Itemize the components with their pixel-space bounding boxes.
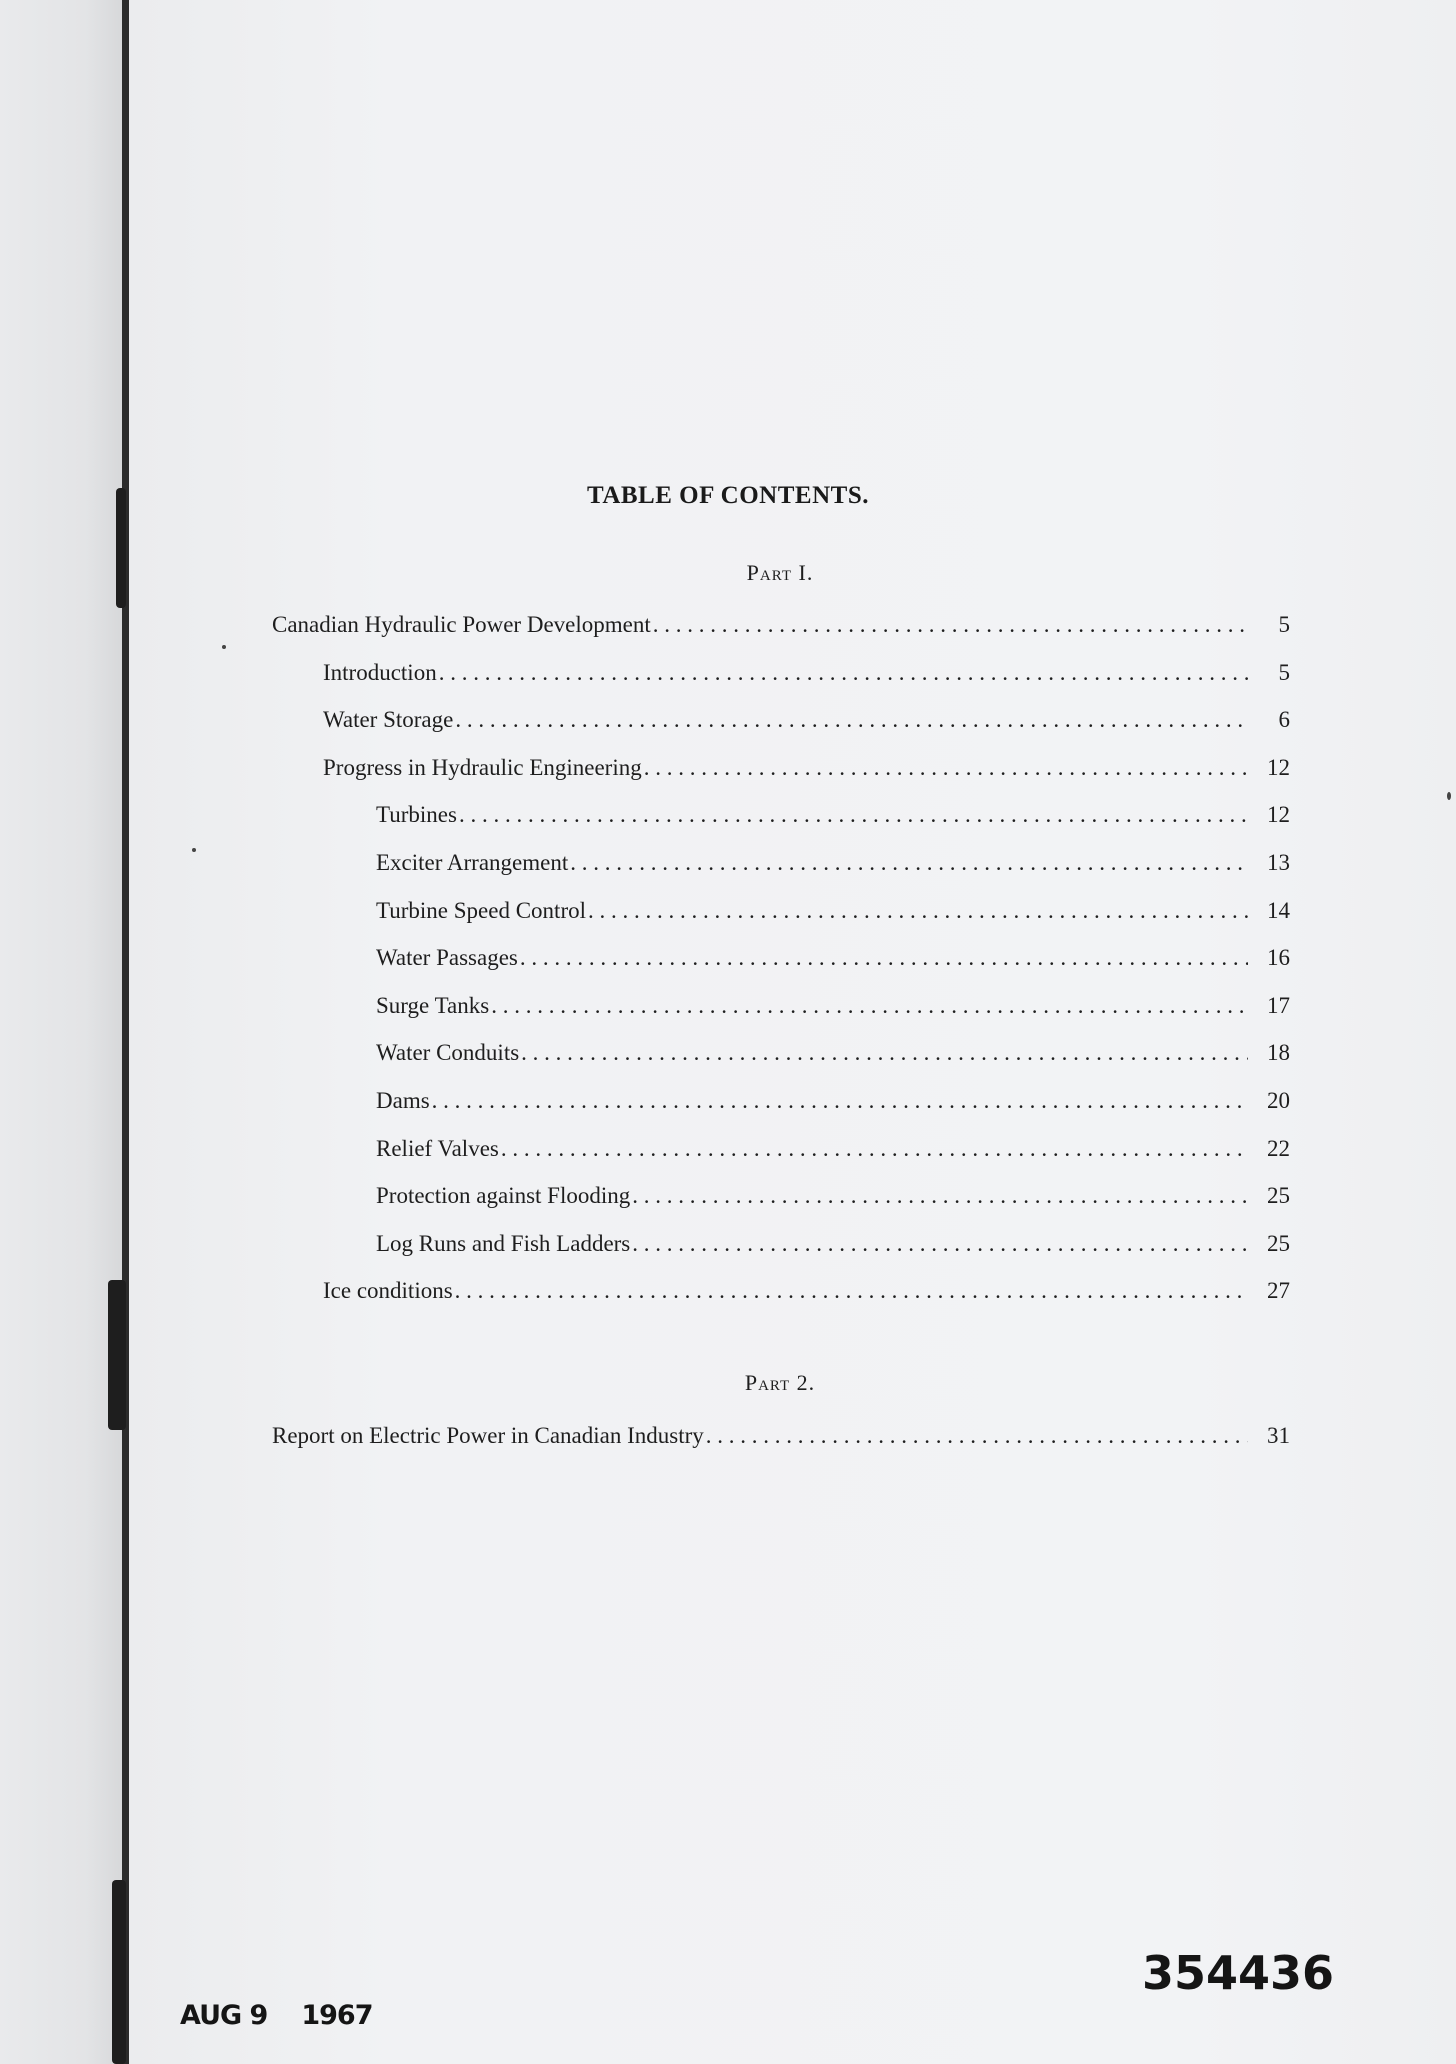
toc-entry-page: 12 [1267, 802, 1290, 828]
toc-entry-label: Water Conduits [376, 1040, 520, 1066]
toc-entry-label: Water Passages [376, 945, 518, 971]
toc-entry-page: 17 [1267, 992, 1290, 1018]
toc-entry-label: Exciter Arrangement [376, 850, 569, 875]
dot-leader [632, 1231, 1248, 1257]
dot-leader [501, 1136, 1248, 1162]
dot-leader [439, 660, 1248, 686]
toc-entry-page: 6 [1278, 707, 1290, 733]
toc-entry-page: 25 [1267, 1183, 1290, 1209]
toc-entry-label: Canadian Hydraulic Power Development [272, 612, 651, 637]
toc-entry-label: Turbine Speed Control [376, 897, 586, 923]
toc-entry [376, 850, 1290, 876]
binding-line [122, 0, 129, 2064]
toc-entry-page: 31 [1267, 1423, 1290, 1448]
toc-entry [376, 802, 1290, 828]
binding-blot-middle [108, 1280, 126, 1430]
date-stamp-year: 1967 [301, 2000, 373, 2031]
dot-leader [455, 707, 1248, 733]
toc-entry-label: Log Runs and Fish Ladders [376, 1230, 631, 1256]
toc-entry-page: 14 [1267, 897, 1290, 923]
dot-leader [706, 1423, 1248, 1449]
toc-entry [376, 1183, 1290, 1209]
dot-leader [588, 898, 1248, 924]
toc-entry-label: Report on Electric Power in Canadian Industry [272, 1423, 704, 1448]
toc-entry-label: Surge Tanks [376, 992, 490, 1018]
toc-entry [323, 707, 1290, 733]
toc-entry [376, 1231, 1290, 1257]
toc-entry-page: 20 [1267, 1088, 1290, 1113]
document-page [128, 0, 1456, 2064]
toc-entry-label: Water Storage [323, 707, 454, 733]
dot-leader [491, 993, 1248, 1019]
toc-entry-page: 5 [1278, 659, 1290, 685]
toc-entry [323, 755, 1290, 781]
toc-entry [376, 993, 1290, 1019]
toc-entry-page: 13 [1267, 850, 1290, 875]
speck [192, 848, 196, 852]
accession-number-stamp: 354436 [1142, 1946, 1335, 2000]
toc-entry-page: 27 [1267, 1278, 1290, 1304]
binding-margin [0, 0, 122, 2064]
toc-entry-page: 5 [1278, 612, 1290, 637]
toc-entry-label: Ice conditions [323, 1278, 453, 1304]
toc-entry-page: 16 [1267, 945, 1290, 971]
toc-entry [376, 1136, 1290, 1162]
toc-entry-label: Dams [376, 1088, 430, 1113]
toc-entry [272, 1423, 1290, 1449]
toc-entry [376, 1040, 1290, 1066]
dot-leader [455, 1278, 1248, 1304]
toc-entry [323, 1278, 1290, 1304]
date-stamp [180, 2000, 373, 2031]
toc-entry [376, 1088, 1290, 1114]
speck [1447, 792, 1451, 800]
date-stamp-month-day: AUG 9 [180, 2000, 268, 2031]
dot-leader [570, 850, 1248, 876]
dot-leader [520, 945, 1248, 971]
speck [222, 645, 226, 649]
dot-leader [521, 1040, 1248, 1066]
toc-entry [376, 898, 1290, 924]
toc-entry-label: Turbines [376, 802, 457, 828]
part-heading-1: Part I. [746, 560, 814, 585]
dot-leader [432, 1088, 1248, 1114]
dot-leader [459, 802, 1248, 828]
toc-entry-label: Progress in Hydraulic Engineering [323, 754, 642, 780]
toc-entry-label: Protection against Flooding [376, 1183, 631, 1209]
toc-entry-page: 12 [1267, 754, 1290, 780]
toc-entry-label: Relief Valves [376, 1135, 499, 1161]
toc-entry [323, 660, 1290, 686]
dot-leader [644, 755, 1248, 781]
dot-leader [653, 612, 1248, 638]
toc-entry-page: 18 [1267, 1040, 1290, 1066]
dot-leader [632, 1183, 1248, 1209]
part-heading-2: Part 2. [744, 1370, 816, 1395]
toc-entry-label: Introduction [323, 659, 437, 685]
toc-title: TABLE OF CONTENTS. [587, 482, 869, 509]
binding-blot-lower [112, 1880, 126, 2064]
toc-entry [272, 612, 1290, 638]
toc-entry [376, 945, 1290, 971]
toc-entry-page: 25 [1267, 1230, 1290, 1256]
toc-entry-page: 22 [1267, 1135, 1290, 1161]
